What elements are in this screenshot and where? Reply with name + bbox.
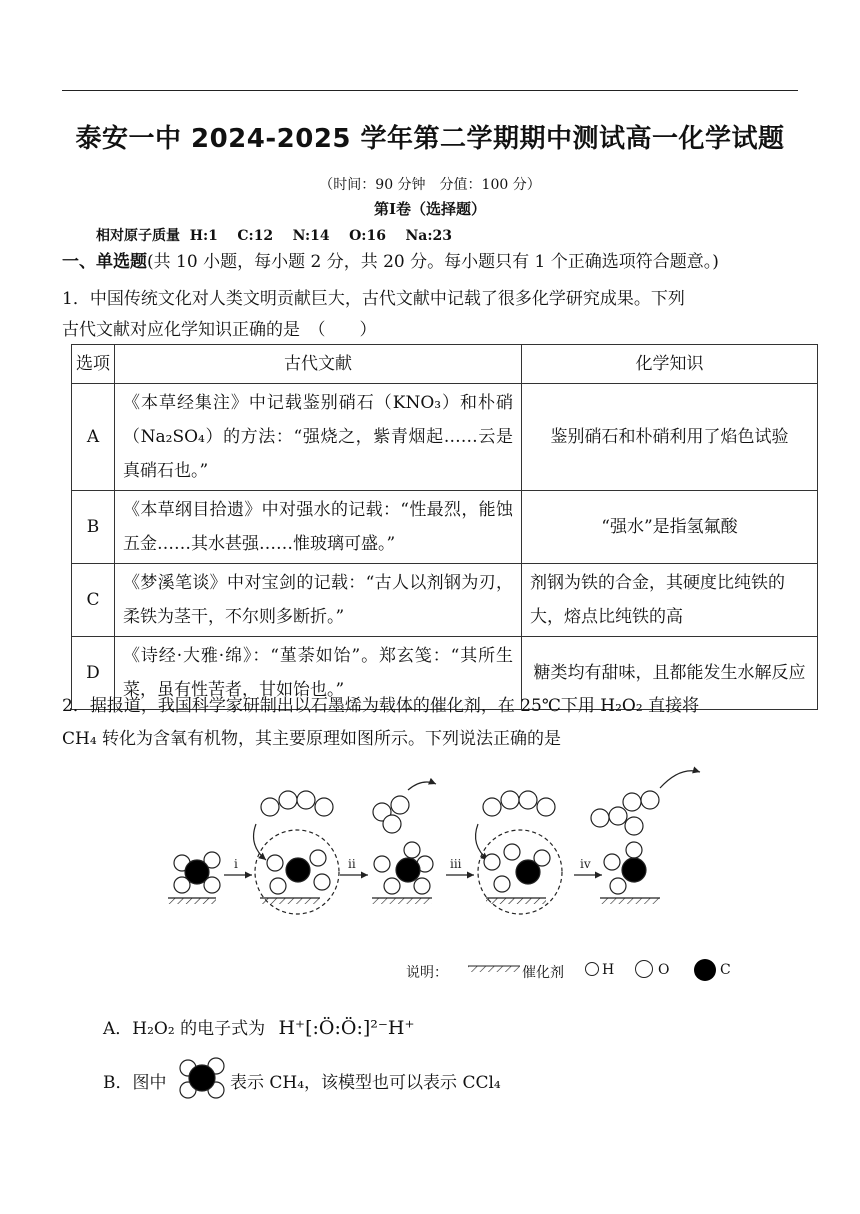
row-option: A (72, 384, 115, 491)
c-atom-icon (692, 957, 718, 983)
header-knowledge: 化学知识 (522, 345, 818, 384)
step-label: iii (450, 857, 462, 871)
methane-model-icon (176, 1056, 230, 1100)
electron-formula: H⁺[:Ö:Ö:]²⁻H⁺ (278, 1017, 415, 1039)
row-knowledge: 剂钢为铁的合金，其硬度比纯铁的大，熔点比纯铁的高 (522, 564, 818, 637)
legend-c: C (720, 962, 731, 978)
top-rule (62, 90, 798, 91)
row-knowledge: “强水”是指氢氟酸 (522, 491, 818, 564)
row-literature: 《梦溪笔谈》中对宝剑的记载：“古人以剂钢为刃，柔铁为茎干，不尔则多断折。” (115, 564, 522, 637)
q1-table (71, 344, 818, 710)
step-label: ii (348, 857, 356, 871)
h-atom-icon (584, 961, 600, 977)
row-option: D (72, 637, 115, 710)
q2-stem-line1: 2．据报道，我国科学家研制出以石墨烯为载体的催化剂，在 25℃下用 H₂O₂ 直接将 (62, 696, 700, 716)
exam-title: 泰安一中 2024-2025 学年第二学期期中测试高一化学试题 (75, 124, 785, 154)
volume-title: 第Ⅰ卷（选择题） (373, 200, 487, 218)
legend (406, 962, 448, 982)
option-a-text: A．H₂O₂ 的电子式为 (103, 1019, 266, 1039)
q1-stem-line2: 古代文献对应化学知识正确的是 （ ） (62, 320, 377, 340)
option-a (103, 1014, 415, 1039)
table-header-row (72, 345, 818, 384)
legend-label: 说明： (406, 965, 448, 981)
row-knowledge: 糖类均有甜味，且都能发生水解反应 (522, 637, 818, 710)
option-b-suffix: 表示 CH₄，该模型也可以表示 CCl₄ (230, 1073, 501, 1093)
section-title: 一、单选题 (62, 252, 147, 272)
legend-h: H (602, 962, 615, 978)
ch4-molecule (174, 852, 220, 893)
table-row (72, 384, 818, 491)
catalyst-legend-icon (466, 960, 522, 976)
table-row (72, 564, 818, 637)
row-literature: 《诗经·大雅·绵》：“堇荼如饴”。郑玄笺：“其所生菜，虽有性苦者，甘如饴也。” (115, 637, 522, 710)
legend-catalyst: 催化剂 (522, 965, 564, 981)
section-instructions: (共 10 小题，每小题 2 分，共 20 分。每小题只有 1 个正确选项符合题意。) (147, 252, 719, 272)
row-literature: 《本草纲目拾遗》中对强水的记载：“性最烈，能蚀五金……其水甚强……惟玻璃可盛。” (115, 491, 522, 564)
row-option: B (72, 491, 115, 564)
atomic-masses: 相对原子质量 H:1 C:12 N:14 O:16 Na:23 (96, 228, 452, 244)
table-row (72, 491, 818, 564)
h2o2-molecule (261, 791, 333, 816)
header-literature: 古代文献 (115, 345, 522, 384)
mechanism-diagram (160, 760, 760, 920)
q1-stem-line1: 1．中国传统文化对人类文明贡献巨大，古代文献中记载了很多化学研究成果。下列 (62, 289, 685, 309)
row-option: C (72, 564, 115, 637)
section-heading (62, 247, 719, 272)
legend-o: O (658, 962, 670, 978)
time-score: （时间：90 分钟 分值：100 分） (319, 177, 541, 193)
step-label: iv (580, 857, 591, 871)
row-knowledge: 鉴别硝石和朴硝利用了焰色试验 (522, 384, 818, 491)
q2-stem-line2: CH₄ 转化为含氧有机物，其主要原理如图所示。下列说法正确的是 (62, 729, 562, 749)
step-label: i (234, 857, 238, 871)
row-literature: 《本草经集注》中记载鉴别硝石（KNO₃）和朴硝（Na₂SO₄）的方法：“强烧之，紫青烟起……云是真硝石也。” (115, 384, 522, 491)
o-atom-icon (634, 959, 654, 979)
option-b-prefix: B．图中 (103, 1073, 167, 1093)
header-option: 选项 (72, 345, 115, 384)
